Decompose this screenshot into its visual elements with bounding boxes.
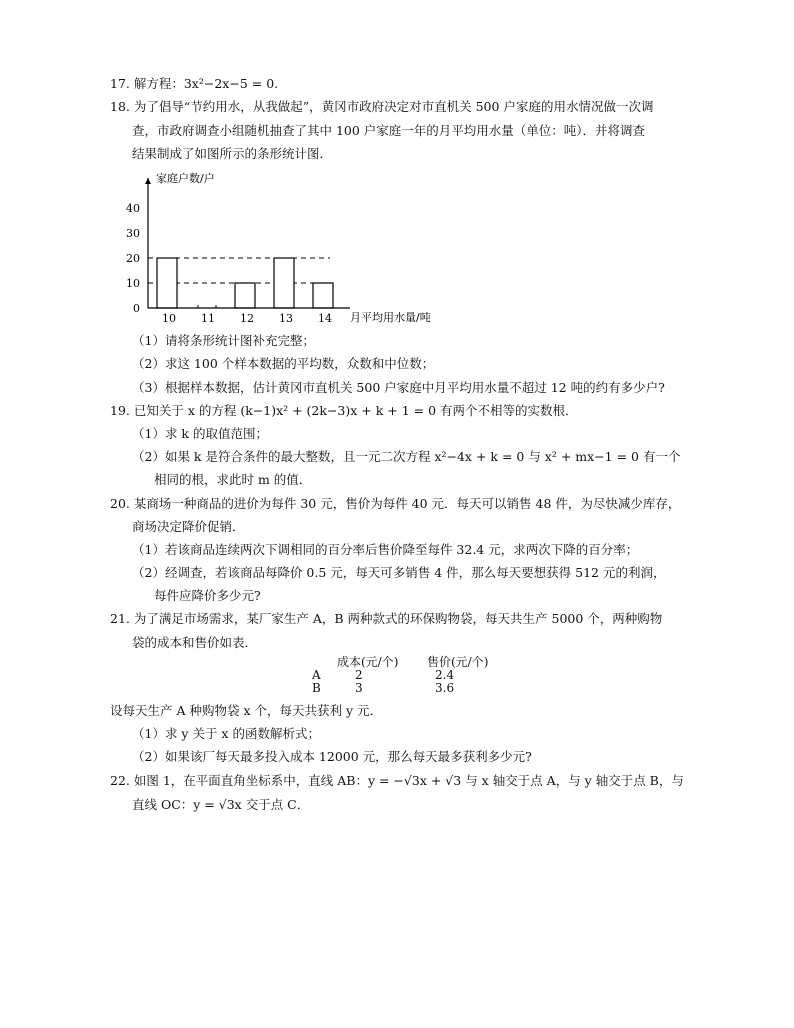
q20-line2: 商场决定降价促销． bbox=[132, 519, 245, 534]
table-header-row bbox=[312, 656, 502, 669]
q20-sub2a: （2）经调查，若该商品每降价 0.5 元，每天可多销售 4 件，那么每天要想获得 512 元的利润， bbox=[132, 565, 666, 580]
q18-line3: 结果制成了如图所示的条形统计图． bbox=[132, 146, 333, 161]
table-cell-name: A bbox=[312, 668, 321, 682]
q20-sub1: （1）若该商品连续两次下调相同的百分率后售价降至每件 32.4 元，求两次下降的百分率； bbox=[132, 542, 639, 557]
bar bbox=[235, 283, 255, 308]
q20-sub2b: 每件应降价多少元? bbox=[154, 588, 261, 603]
table-cell-price: 3.6 bbox=[435, 681, 455, 695]
q18-line1: 18. 为了倡导“节约用水，从我做起”，黄冈市政府决定对市直机关 500 户家庭的用水情况做一次调 bbox=[110, 99, 654, 114]
table-cell-cost: 3 bbox=[355, 681, 363, 695]
price-table bbox=[312, 656, 502, 695]
table-row bbox=[312, 682, 502, 695]
table-cell-price: 2.4 bbox=[435, 668, 455, 682]
q18-sub3: （3）根据样本数据，估计黄冈市直机关 500 户家庭中月平均用水量不超过 12 吨的约有多少户? bbox=[132, 380, 665, 395]
y-tick-label: 20 bbox=[126, 252, 140, 265]
q19-sub2b: 相同的根，求此时 m 的值． bbox=[154, 472, 312, 487]
x-tick-label: 12 bbox=[240, 312, 254, 325]
table-cell-name: B bbox=[312, 681, 321, 695]
q21-sub2: （2）如果该厂每天最多投入成本 12000 元，那么每天最多获利多少元? bbox=[132, 749, 532, 764]
table-row bbox=[312, 669, 502, 682]
bar bbox=[274, 258, 294, 308]
bar-chart-svg bbox=[120, 168, 460, 328]
bar bbox=[313, 283, 333, 308]
q20-line1: 20. 某商场一种商品的进价为每件 30 元，售价为每件 40 元．每天可以销售 48 件，为尽快减少库存， bbox=[110, 496, 681, 511]
x-tick-label: 11 bbox=[201, 312, 215, 325]
y-tick-label: 40 bbox=[126, 202, 140, 215]
x-tick-label: 13 bbox=[279, 312, 293, 325]
q18-sub2: （2）求这 100 个样本数据的平均数，众数和中位数； bbox=[132, 356, 435, 371]
y-tick-label: 10 bbox=[126, 277, 140, 290]
q18-sub1: （1）请将条形统计图补充完整； bbox=[132, 333, 315, 348]
q21-line2: 袋的成本和售价如表． bbox=[132, 635, 258, 650]
y-tick-label: 0 bbox=[133, 302, 140, 315]
x-tick-label: 10 bbox=[162, 312, 176, 325]
q19-sub2a: （2）如果 k 是符合条件的最大整数，且一元二次方程 x²−4x + k = 0 与 x² + mx−1 = 0 有一个 bbox=[132, 449, 681, 464]
table-header-cost: 成本(元/个) bbox=[337, 655, 399, 669]
y-axis-title: 家庭户数/户 bbox=[156, 172, 215, 185]
q19-sub1: （1）求 k 的取值范围； bbox=[132, 426, 268, 441]
y-tick-label: 30 bbox=[126, 227, 140, 240]
q22-line2: 直线 OC：y = √3x 交于点 C． bbox=[132, 797, 310, 812]
q19-line1: 19. 已知关于 x 的方程 (k−1)x² + (2k−3)x + k + 1 = 0 有两个不相等的实数根． bbox=[110, 403, 578, 418]
table-header-price: 售价(元/个) bbox=[427, 655, 489, 669]
bar-chart bbox=[120, 168, 460, 328]
q21-line1: 21. 为了满足市场需求，某厂家生产 A，B 两种款式的环保购物袋，每天共生产 5000 个，两种购物 bbox=[110, 611, 663, 626]
q17-text: 17. 解方程：3x²−2x−5 = 0. bbox=[110, 76, 279, 91]
q22-line1: 22. 如图 1，在平面直角坐标系中，直线 AB：y = −√3x + √3 与 x 轴交于点 A，与 y 轴交于点 B，与 bbox=[110, 773, 684, 788]
q18-line2: 查，市政府调查小组随机抽查了其中 100 户家庭一年的月平均用水量（单位：吨）．并将调查 bbox=[132, 123, 646, 138]
x-axis-title: 月平均用水量/吨 bbox=[350, 311, 431, 324]
bar bbox=[157, 258, 177, 308]
table-cell-cost: 2 bbox=[355, 668, 363, 682]
q21-sub1: （1）求 y 关于 x 的函数解析式； bbox=[132, 726, 320, 741]
y-axis-arrow bbox=[145, 178, 151, 184]
q21-line3: 设每天生产 A 种购物袋 x 个，每天共获利 y 元． bbox=[110, 703, 382, 718]
x-tick-label: 14 bbox=[318, 312, 332, 325]
